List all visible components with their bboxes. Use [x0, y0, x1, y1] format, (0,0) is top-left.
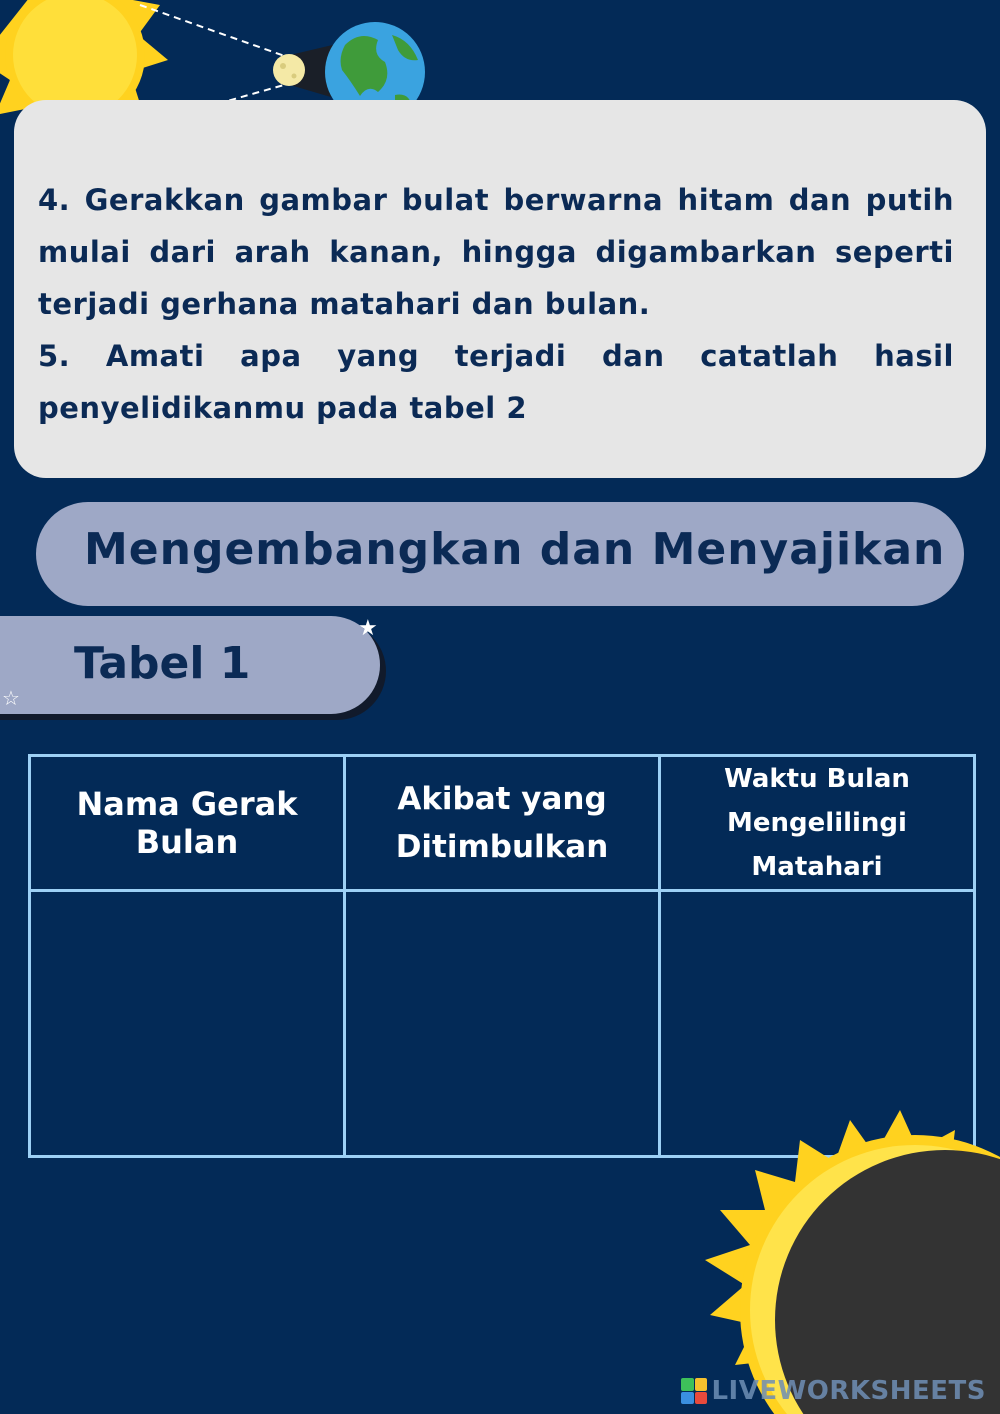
table-header-row: [30, 756, 975, 891]
liveworksheets-logo-icon: [681, 1378, 707, 1404]
section-header: [36, 502, 964, 606]
star-icon: ★: [358, 616, 378, 641]
answer-cell-nama-gerak[interactable]: [30, 891, 345, 1157]
instruction-text: [38, 174, 954, 434]
table-tab: [0, 616, 380, 714]
eclipse-icon: [680, 1110, 1000, 1414]
instruction-step-5: 5. Amati apa yang terjadi dan catatlah hasil penyelidikanmu pada tabel 2: [38, 339, 954, 425]
answer-cell-akibat[interactable]: [345, 891, 660, 1157]
header-nama-gerak-bulan: Nama Gerak Bulan: [30, 756, 345, 891]
table-tab-label: Tabel 1: [74, 638, 251, 689]
section-title: Mengembangkan dan Menyajikan: [84, 524, 946, 575]
moon-icon: [273, 54, 305, 86]
header-akibat: Akibat yang Ditimbulkan: [345, 756, 660, 891]
liveworksheets-watermark: [681, 1376, 986, 1406]
instruction-step-4: 4. Gerakkan gambar bulat berwarna hitam dan putih mulai dari arah kanan, hingga digambarkan seperti terjadi gerhana matahari dan bulan.: [38, 183, 954, 321]
star-icon: ☆: [2, 686, 20, 710]
instruction-card: [14, 100, 986, 478]
watermark-text: LIVEWORKSHEETS: [711, 1376, 986, 1406]
data-table: [28, 754, 976, 1158]
header-waktu: Waktu Bulan Mengelilingi Matahari: [660, 756, 975, 891]
